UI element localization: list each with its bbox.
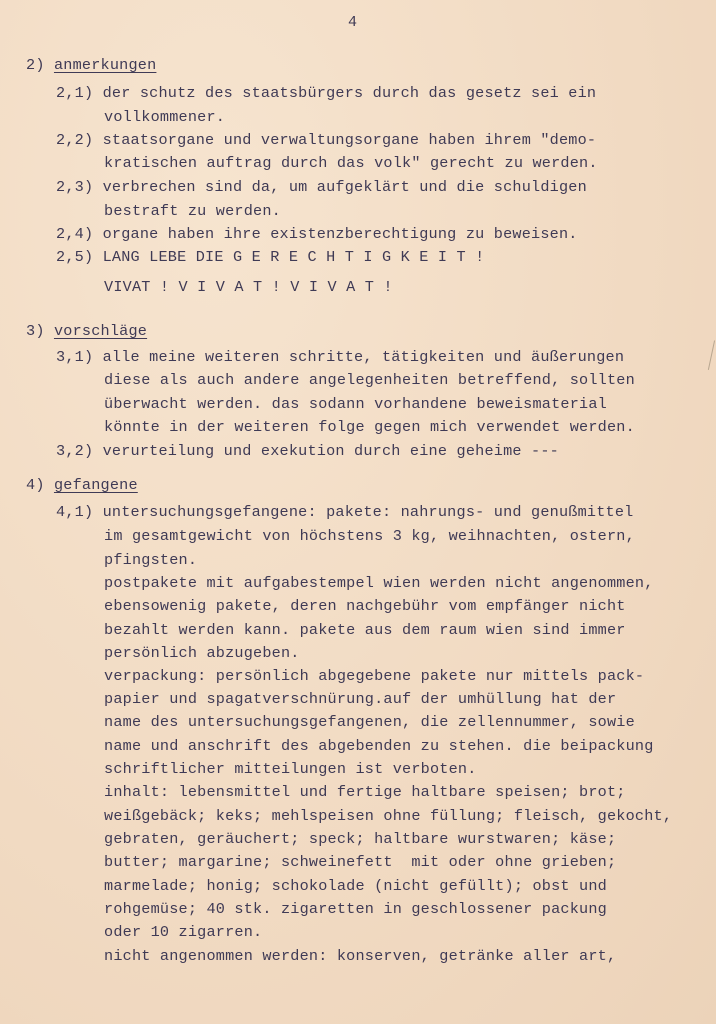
line-text: bestraft zu werden.: [104, 202, 281, 220]
text-line: [104, 830, 616, 848]
text-line: [104, 574, 654, 592]
text-line: [104, 551, 197, 569]
line-text: 3): [26, 322, 54, 340]
line-text: 3,1) alle meine weiteren schritte, tätigkeiten und äußerungen: [56, 348, 625, 366]
line-text: name und anschrift des abgebenden zu stehen. die beipackung: [104, 737, 654, 755]
section-heading: [26, 476, 138, 494]
line-text: 4,1) untersuchungsgefangene: pakete: nahrungs- und genußmittel: [56, 503, 634, 521]
text-line: [56, 503, 633, 521]
line-text: ebensowenig pakete, deren nachgebühr vom empfänger nicht: [104, 597, 626, 615]
line-text: 2,1) der schutz des staatsbürgers durch das gesetz sei ein: [56, 84, 597, 102]
line-text: 2,3) verbrechen sind da, um aufgeklärt und die schuldigen: [56, 178, 587, 196]
text-line: [104, 395, 607, 413]
line-text: inhalt: lebensmittel und fertige haltbare speisen; brot;: [104, 783, 626, 801]
text-line: [104, 760, 477, 778]
text-line: [104, 737, 654, 755]
paper-mark: [706, 340, 715, 370]
text-line: [104, 418, 635, 436]
heading-title: vorschläge: [53, 322, 148, 340]
line-text: bezahlt werden kann. pakete aus dem raum wien sind immer: [104, 621, 626, 639]
text-line: [56, 348, 624, 366]
page-number: 4: [348, 14, 358, 31]
line-text: 2): [26, 56, 54, 74]
text-line: [56, 84, 596, 102]
text-line: [104, 807, 672, 825]
text-line: [56, 248, 484, 266]
line-text: rohgemüse; 40 stk. zigaretten in geschlossener packung: [104, 900, 607, 918]
line-text: überwacht werden. das sodann vorhandene beweismaterial: [104, 395, 607, 413]
section-heading: [26, 56, 156, 74]
line-text: vollkommener.: [104, 108, 226, 126]
line-text: papier und spagatverschnürung.auf der umhüllung hat der: [104, 690, 617, 708]
section-heading: [26, 322, 147, 340]
text-line: [104, 690, 616, 708]
text-line: [104, 877, 607, 895]
heading-title: anmerkungen: [53, 56, 157, 74]
line-text: name des untersuchungsgefangenen, die zellennummer, sowie: [104, 713, 635, 731]
text-line: [104, 667, 644, 685]
line-text: diese als auch andere angelegenheiten betreffend, sollten: [104, 371, 635, 389]
text-line: [56, 178, 587, 196]
line-text: verpackung: persönlich abgegebene pakete nur mittels pack-: [104, 667, 645, 685]
line-text: persönlich abzugeben.: [104, 644, 300, 662]
line-text: oder 10 zigarren.: [104, 923, 263, 941]
text-line: [104, 278, 393, 296]
line-text: im gesamtgewicht von höchstens 3 kg, weihnachten, ostern,: [104, 527, 635, 545]
heading-title: gefangene: [53, 476, 138, 494]
line-text: postpakete mit aufgabestempel wien werden nicht angenommen,: [104, 574, 654, 592]
text-line: [104, 527, 635, 545]
text-line: [104, 597, 626, 615]
line-text: 3,2) verurteilung und exekution durch eine geheime ---: [56, 442, 559, 460]
text-line: [104, 644, 300, 662]
text-line: [104, 900, 607, 918]
line-text: pfingsten.: [104, 551, 198, 569]
line-text: weißgebäck; keks; mehlspeisen ohne füllung; fleisch, gekocht,: [104, 807, 673, 825]
line-text: 2,2) staatsorgane und verwaltungsorgane haben ihrem "demo-: [56, 131, 597, 149]
text-line: [104, 202, 281, 220]
line-text: schriftlicher mitteilungen ist verboten.: [104, 760, 477, 778]
text-line: [56, 442, 559, 460]
text-line: [104, 621, 626, 639]
text-line: [104, 923, 262, 941]
line-text: marmelade; honig; schokolade (nicht gefüllt); obst und: [104, 877, 607, 895]
line-text: könnte in der weiteren folge gegen mich verwendet werden.: [104, 418, 635, 436]
text-line: [104, 853, 616, 871]
line-text: kratischen auftrag durch das volk" gerecht zu werden.: [104, 154, 598, 172]
line-text: butter; margarine; schweinefett mit oder ohne grieben;: [104, 853, 617, 871]
line-text: VIVAT ! V I V A T ! V I V A T !: [104, 278, 393, 296]
line-text: 4): [26, 476, 54, 494]
line-text: 2,4) organe haben ihre existenzberechtigung zu beweisen.: [56, 225, 578, 243]
text-line: [104, 371, 635, 389]
text-line: [104, 713, 635, 731]
text-line: [56, 131, 596, 149]
text-line: [104, 154, 598, 172]
text-line: [56, 225, 578, 243]
line-text: gebraten, geräuchert; speck; haltbare wurstwaren; käse;: [104, 830, 617, 848]
text-line: [104, 783, 626, 801]
text-line: [104, 108, 225, 126]
text-line: [104, 947, 616, 965]
line-text: nicht angenommen werden: konserven, getränke aller art,: [104, 947, 617, 965]
line-text: 2,5) LANG LEBE DIE G E R E C H T I G K E I T !: [56, 248, 485, 266]
